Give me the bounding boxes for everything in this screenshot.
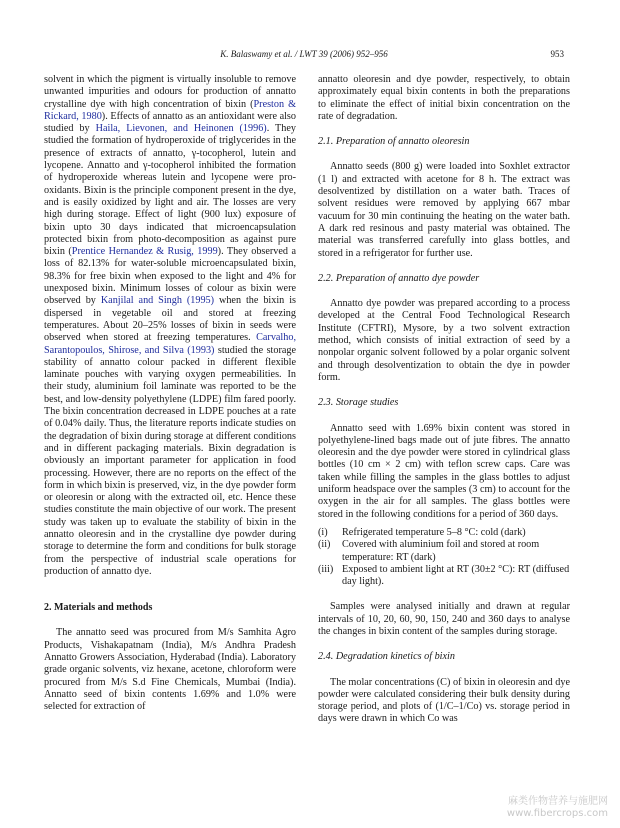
subsection-heading: 2.3. Storage studies	[318, 397, 399, 409]
materials-paragraph: The annatto seed was procured from M/s Samhita Agro Products, Vishakapatnam (India), M/s Andhra Pradesh Annatto Growers Association, Hyderabad (India). Laboratory grade organic solvents, viz hexane, acetone, chloroform were procured from M/s S.d Fine Chemicals, Mumbai (India). Annatto seed of bixin contents 1.69% and 1.0% were selected for extraction of	[44, 627, 296, 713]
right-column	[318, 74, 570, 726]
subsection-heading: 2.4. Degradation kinetics of bixin	[318, 651, 455, 663]
storage-paragraph: Annatto seed with 1.69% bixin content was stored in polyethylene-lined bags made out of jute fibres. The annatto oleoresin and the dye powder were stored in cylindrical glass bottles (10 cm × 2 cm) with teflon screw caps. Care was taken while filling the samples in the glass bottles to adjust uniform headspace over the samples (3 cm) to account for the oxygen in the air for all samples. The glass bottles were stored in the following conditions for a period of 360 days.	[318, 422, 570, 520]
dye-powder-paragraph: Annatto dye powder was prepared according to a process developed at the Central Food Technological Research Institute (CFTRI), Mysore, by a two solvent extraction method, which consists of initial extraction of seed by a nonpolar organic solvent followed by a polar organic solvent and through desolventization to obtain the dye in powder form.	[318, 298, 570, 383]
sampling-paragraph: Samples were analysed initially and drawn at regular intervals of 10, 20, 60, 90, 150, 240 and 360 days to analyse the changes in bixin content of the samples during storage.	[318, 601, 570, 637]
page-number: 953	[550, 49, 564, 59]
citation-link[interactable]: Preston & Rickard, 1980	[44, 98, 296, 122]
citation-link[interactable]: Carvalho, Sarantopoulos, Shirose, and Silva (1993)	[44, 332, 296, 356]
intro-paragraph: solvent in which the pigment is virtually insoluble to remove unwanted impurities and odours for production of annatto crystalline dye with high concentration of bixin (Preston & Rickard, 1980). Effects of annatto as an antioxidant were also studied by Haila, Lievonen, and Heinonen (1996). They studied the formation of hydroperoxide of triglycerides in the presence of extracts of annatto, γ-tocopherol, lutein and lycopene. Annatto and γ-tocopherol inhibited the formation of hydroperoxide whereas lutein and lycopene were pro-oxidants. Bixin is the principle component present in the dye, and is easily oxidized by light and air. The losses are very high during storage. Effect of light (900 lux) exposure of bixin upto 30 days indicated that microencapsulation protected bixin from photo-decomposition as against pure bixin (Prentice Hernandez & Rusig, 1999). They observed a loss of 82.13% for water-soluble microencapsulated bixin, 98.3% for free bixin when exposed to the light and 4% for unexposed bixin. Minimum losses of colour as bixin were observed by Kanjilal and Singh (1995) when the bixin is dispersed in vegetable oil and stored at freezing temperatures. About 20–25% losses of bixin in seeds were observed when stored at freezing temperatures. Carvalho, Sarantopoulos, Shirose, and Silva (1993) studied the storage stability of annatto colour packed in different flexible laminate pouches with varying oxygen permeabilities. In their study, aluminium foil laminate was reported to be the best, and low-density polyethylene (LDPE) film fared poorly. The bixin concentration decreased in LDPE pouches at a rate of 0.04% daily. Thus, the literature reports indicate studies on the degradation of bixin during storage at different conditions and in different packaging materials. Bixin degradation is obviously an important parameter for application in food processing. However, there are no reports on the effect of the form in which bixin is preserved, viz, in the dye powder form or oleoresin or along with the extracted oil, etc. Hence these studies constitute the main objective of our work. The present study was taken up to evaluate the stability of bixin in the annatto oleoresin and in the crystalline dye powder during storage to determine the form and conditions for bulk storage from the perspective of industrial scale operations for production of annatto dye.	[44, 74, 296, 577]
citation-link[interactable]: Prentice Hernandez & Rusig, 1999	[71, 246, 218, 258]
condition-item: (ii) Covered with aluminium foil and stored at room temperature: RT (dark)	[318, 539, 540, 563]
section-heading: 2. Materials and methods	[44, 602, 153, 614]
running-title: K. Balaswamy et al. / LWT 39 (2006) 952–956	[220, 49, 388, 59]
running-header	[44, 48, 564, 60]
citation-link[interactable]: Haila, Lievonen, and Heinonen (1996)	[95, 123, 267, 135]
oleoresin-paragraph: Annatto seeds (800 g) were loaded into Soxhlet extractor (1 l) and extracted with acetone for 8 h. The extract was desolventized by distillation on a water bath. Traces of solvent residues were removed by applying 667 mbar vacuum for 30 min continuing the heating on the water bath. A dark red resinous and pasty material was obtained. The material was transferred carefully into glass bottles, and stored in a refrigerator for further use.	[318, 161, 570, 259]
kinetics-paragraph: The molar concentrations (C) of bixin in oleoresin and dye powder were calculated considering their bulk density during storage period, and plots of (1/C–1/Co) vs. storage period in days were drawn in which Co was	[318, 676, 570, 725]
subsection-heading: 2.1. Preparation of annatto oleoresin	[318, 136, 470, 148]
condition-item: (iii) Exposed to ambient light at RT (30±2 °C): RT (diffused day light).	[318, 563, 570, 588]
continued-paragraph: annatto oleoresin and dye powder, respectively, to obtain approximately equal bixin contents in both the preparations to eliminate the effect of initial bixin concentration on the rate of degradation.	[318, 74, 570, 122]
left-column	[44, 74, 296, 714]
storage-conditions-list	[318, 527, 570, 588]
citation-link[interactable]: Kanjilal and Singh (1995)	[100, 295, 215, 307]
site-watermark: 麻类作物营养与施肥网 www.fibercrops.com	[506, 796, 608, 819]
subsection-heading: 2.2. Preparation of annatto dye powder	[318, 272, 480, 284]
condition-item: (i) Refrigerated temperature 5–8 °C: cold (dark)	[318, 526, 526, 538]
